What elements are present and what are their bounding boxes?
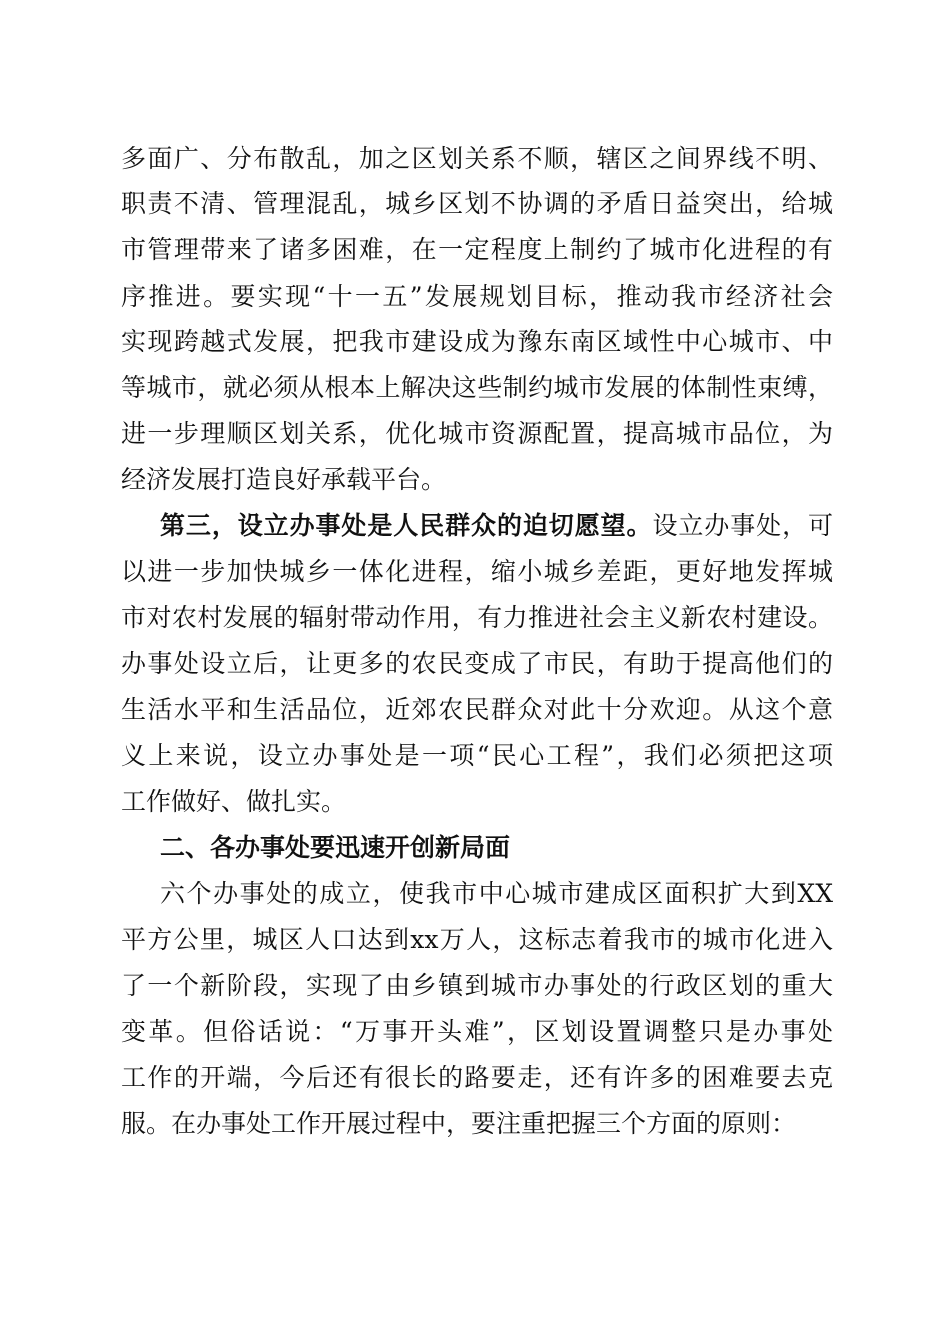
body-text-line: 序推进。要实现“十一五”发展规划目标，推动我市经济社会 [121, 282, 833, 311]
body-text-line: 义上来说，设立办事处是一项“民心工程”，我们必须把这项 [121, 741, 833, 770]
body-text-line: 变革。但俗话说：“万事开头难”，区划设置调整只是办事处 [121, 1017, 833, 1046]
body-text-line: 六个办事处的成立，使我市中心城市建成区面积扩大到XX [160, 879, 833, 908]
section-heading: 二、各办事处要迅速开创新局面 [160, 833, 511, 862]
body-text-line: 以进一步加快城乡一体化进程，缩小城乡差距，更好地发挥城 [121, 557, 833, 586]
lead-bold-text: 第三，设立办事处是人民群众的迫切愿望。 [160, 511, 653, 540]
body-text-line: 生活水平和生活品位，近郊农民群众对此十分欢迎。从这个意 [121, 695, 833, 724]
body-text-line: 等城市，就必须从根本上解决这些制约城市发展的体制性束缚， [121, 373, 833, 402]
body-text-line: 工作做好、做扎实。 [121, 787, 347, 816]
body-text-line: 市对农村发展的辐射带动作用，有力推进社会主义新农村建设。 [121, 603, 833, 632]
body-text-line: 服。在办事处工作开展过程中，要注重把握三个方面的原则： [121, 1109, 797, 1138]
body-text-line: 平方公里，城区人口达到xx万人，这标志着我市的城市化进入 [121, 925, 833, 954]
body-text-line: 市管理带来了诸多困难，在一定程度上制约了城市化进程的有 [121, 235, 833, 264]
body-text-line: 经济发展打造良好承载平台。 [121, 465, 447, 494]
body-text-line: 实现跨越式发展，把我市建设成为豫东南区域性中心城市、中 [121, 327, 833, 356]
body-text-line: 了一个新阶段，实现了由乡镇到城市办事处的行政区划的重大 [121, 971, 833, 1000]
paragraph-lead-line [160, 506, 833, 546]
body-text-line: 职责不清、管理混乱，城乡区划不协调的矛盾日益突出，给城 [121, 189, 833, 218]
body-text-line: 办事处设立后，让更多的农民变成了市民，有助于提高他们的 [121, 649, 833, 678]
body-text-line: 多面广、分布散乱，加之区划关系不顺，辖区之间界线不明、 [121, 144, 833, 173]
body-text-line: 进一步理顺区划关系，优化城市资源配置，提高城市品位，为 [121, 419, 833, 448]
lead-rest-text: 设立办事处，可 [652, 511, 833, 540]
body-text-line: 工作的开端，今后还有很长的路要走，还有许多的困难要去克 [121, 1063, 833, 1092]
